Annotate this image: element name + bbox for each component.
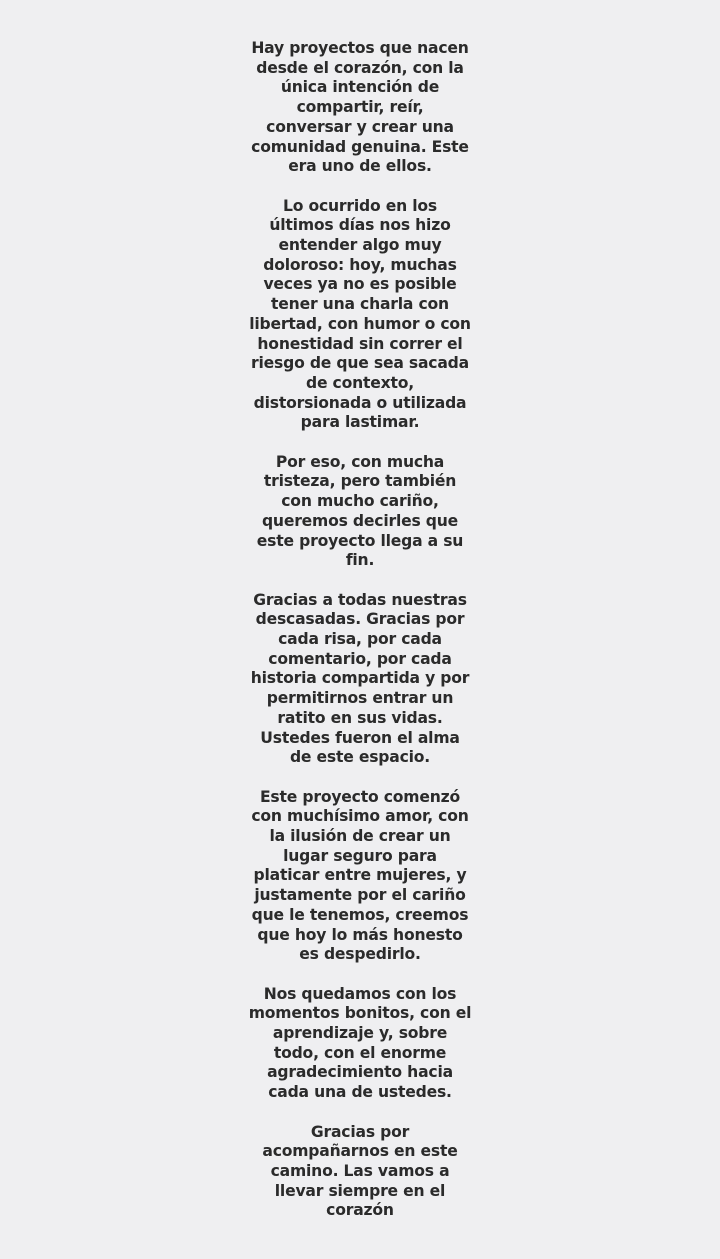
message-line: acompañarnos en este bbox=[262, 1142, 458, 1161]
message-line: justamente por el cariño bbox=[254, 886, 466, 905]
message-line: tener una charla con bbox=[271, 295, 449, 314]
message-line: que hoy lo más honesto bbox=[257, 925, 463, 944]
message-line: descasadas. Gracias por bbox=[255, 610, 465, 629]
message-paragraph bbox=[232, 453, 488, 571]
message-line: aprendizaje y, sobre bbox=[272, 1024, 448, 1043]
message-line: única intención de bbox=[280, 78, 440, 97]
message-paragraph bbox=[232, 985, 488, 1103]
message-line: camino. Las vamos a bbox=[270, 1161, 450, 1180]
message-line: era uno de ellos. bbox=[288, 157, 432, 176]
message-line: Este proyecto comenzó bbox=[259, 787, 460, 806]
message-line: lugar seguro para bbox=[283, 846, 437, 865]
message-line: cada una de ustedes. bbox=[268, 1083, 452, 1102]
message-line: Hay proyectos que nacen bbox=[251, 39, 469, 57]
message-line: es despedirlo. bbox=[299, 945, 421, 964]
message-line: últimos días nos hizo bbox=[269, 216, 451, 235]
message-line: cada risa, por cada bbox=[278, 630, 442, 649]
message-line: riesgo de que sea sacada bbox=[251, 354, 469, 373]
message-line: permitirnos entrar un bbox=[266, 689, 454, 708]
message-line: de contexto, bbox=[305, 373, 414, 392]
message-paragraph bbox=[232, 197, 488, 433]
message-line: compartir, reír, bbox=[296, 98, 424, 117]
message-line: Gracias por bbox=[310, 1122, 410, 1141]
message-paragraph bbox=[232, 39, 488, 177]
message-line: este proyecto llega a su bbox=[256, 531, 464, 550]
message-paragraph bbox=[232, 1123, 488, 1222]
message-line: con muchísimo amor, con bbox=[251, 807, 469, 826]
message-line: veces ya no es posible bbox=[263, 275, 457, 294]
message-line: platicar entre mujeres, y bbox=[253, 866, 467, 885]
message-line: para lastimar. bbox=[300, 413, 420, 432]
message-line: ratito en sus vidas. bbox=[277, 708, 443, 727]
message-line: con mucho cariño, bbox=[281, 492, 439, 511]
message-line: Gracias a todas nuestras bbox=[253, 590, 467, 609]
message-line: agradecimiento hacia bbox=[267, 1063, 453, 1082]
message-line: fin. bbox=[345, 551, 375, 570]
message-paragraph bbox=[232, 788, 488, 965]
message-line: Nos quedamos con los bbox=[263, 984, 457, 1003]
message-line: comentario, por cada bbox=[268, 649, 452, 668]
message-paragraph bbox=[232, 591, 488, 768]
message-line: de este espacio. bbox=[289, 748, 431, 767]
message-line: Lo ocurrido en los bbox=[282, 196, 437, 215]
message-line: honestidad sin correr el bbox=[257, 334, 463, 353]
message-line: corazón bbox=[326, 1201, 394, 1220]
message-line: distorsionada o utilizada bbox=[253, 393, 467, 412]
message-line: momentos bonitos, con el bbox=[248, 1004, 472, 1023]
message-line: entender algo muy bbox=[278, 236, 442, 255]
message-line: la ilusión de crear un bbox=[269, 827, 451, 846]
message-line: Por eso, con mucha bbox=[275, 452, 445, 471]
message-line: libertad, con humor o con bbox=[249, 314, 471, 333]
message-line: conversar y crear una bbox=[266, 117, 454, 136]
message-line: doloroso: hoy, muchas bbox=[263, 255, 457, 274]
message-line: tristeza, pero también bbox=[263, 472, 457, 491]
message-line: Ustedes fueron el alma bbox=[260, 728, 460, 747]
message-line: llevar siempre en el bbox=[274, 1181, 446, 1200]
message-line: historia compartida y por bbox=[250, 669, 470, 688]
message-line: desde el corazón, con la bbox=[256, 58, 464, 77]
farewell-message bbox=[232, 39, 488, 1241]
message-line: que le tenemos, creemos bbox=[251, 905, 469, 924]
message-line: comunidad genuina. Este bbox=[251, 137, 469, 156]
message-line: queremos decirles que bbox=[261, 511, 459, 530]
message-line: todo, con el enorme bbox=[273, 1043, 447, 1062]
